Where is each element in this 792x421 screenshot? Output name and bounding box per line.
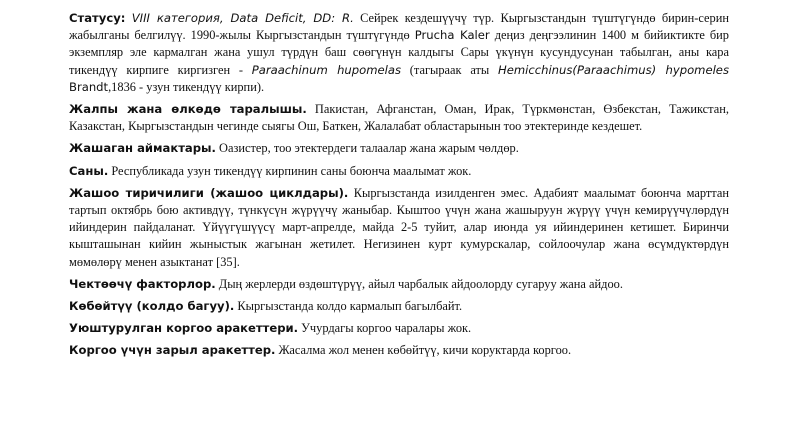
measures-taken-paragraph	[69, 320, 729, 337]
lifecycle-paragraph	[69, 185, 729, 271]
distribution-label: Жалпы жана өлкөдө таралышы.	[69, 102, 307, 117]
habitat-paragraph	[69, 140, 729, 157]
status-author: Brandt	[69, 79, 109, 94]
status-latin-name-2: Hemicchinus(Paraachimus) hypomeles	[498, 62, 729, 77]
status-collector: Prucha Kaler	[414, 28, 490, 43]
breeding-label: Көбөйтүү (колдо багуу).	[69, 299, 235, 314]
lifecycle-text: Кыргызстанда изилденген эмес. Адабият маалымат боюнча марттан тартып октябрь бою активдүү, түнкүсүн жүрүүчү жаныбар. Кыштоо үчүн жана жашыруун жүрүү үчүн кемирүүчүлөрдүн ийиндерин пайдаланат. Үйүүгүшүүсү март-апрелде, майда 2-5 туйит, алар июнда уя ийиндеринен кетишет. Биринчи кышташынан кийин жыныстык жагынан жетилет. Негизинен курт кумурскалар, сойлоочулар жана өсүмдүктөрдүн мөмөлөрү менен азыктанат [35].	[69, 185, 730, 269]
breeding-text: Кыргызстанда колдо кармалып багылбайт.	[234, 299, 463, 314]
status-text-4: ,1836 - узун тикендүү кирпи).	[108, 79, 265, 94]
measures-proposed-paragraph	[69, 342, 729, 359]
abundance-paragraph	[69, 163, 729, 180]
measures-taken-text: Учурдагы коргоо чаралары жок.	[298, 321, 472, 336]
species-description	[69, 10, 729, 365]
status-label: Статусу:	[69, 11, 126, 25]
measures-taken-label: Уюштурулган коргоо аракеттери.	[69, 321, 299, 336]
status-paragraph	[69, 10, 729, 96]
status-latin-name-1: Paraachinum hupomelas	[251, 62, 402, 77]
limiting-factors-text: Дың жерлерди өздөштүрүү, айыл чарбалык айдоолорду сугаруу жана айдоо.	[215, 276, 623, 291]
limiting-factors-label: Чектөөчү факторлор.	[69, 276, 216, 291]
distribution-paragraph	[69, 101, 729, 135]
lifecycle-label: Жашоо тиричилиги (жашоо циклдары).	[69, 185, 349, 200]
status-text-2: деңиз деңгээлинин 1400 м бийиктикте бир экземпляр эле кармалган жана ушул түрдүн баш сөөгүнүн калдыгы Сары үкүнүн кусундусунан табылган, аны кара тикендүү кирпиге киргизген -	[69, 28, 729, 77]
status-text-3: (тагыраак аты	[401, 62, 498, 77]
habitat-text: Оазистер, тоо этектердеги талаалар жана жарым чөлдөр.	[215, 141, 519, 156]
abundance-text: Республикада узун тикендүү кирпинин саны боюнча маалымат жок.	[108, 163, 472, 178]
habitat-label: Жашаган аймактары.	[69, 141, 216, 156]
abundance-label: Саны.	[69, 163, 109, 178]
limiting-factors-paragraph	[69, 276, 729, 293]
status-category: VIII категория, Data Deficit, DD: R.	[131, 11, 354, 25]
distribution-text: Пакистан, Афганстан, Оман, Ирак, Түркмөнстан, Өзбекстан, Тажикстан, Казакстан, Кыргызстандын чегинде сыягы Ош, Баткен, Жалалабат областарынын тоо этектеринде кездешет.	[69, 102, 729, 134]
measures-proposed-label: Коргоо үчүн зарыл аракеттер.	[69, 343, 276, 358]
breeding-paragraph	[69, 298, 729, 315]
measures-proposed-text: Жасалма жол менен көбөйтүү, кичи коруктарда коргоо.	[275, 343, 572, 358]
status-text-1: Сейрек кездешүүчү түр. Кыргызстандын түштүгүндө бирин-серин жабылганы белгилүү. 1990-жылы Кыргызстандын түштүгүндө	[69, 11, 729, 43]
